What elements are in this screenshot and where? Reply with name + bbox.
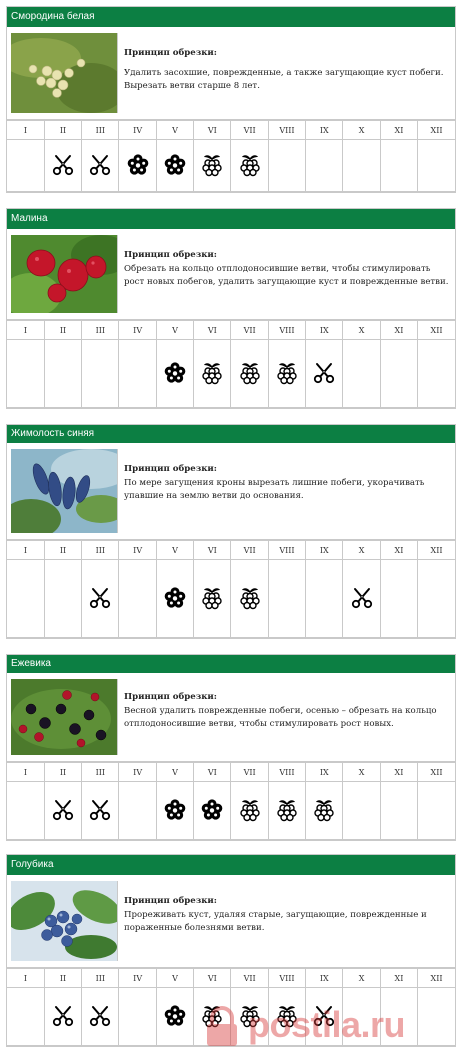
raspberry-icon (199, 585, 225, 611)
raspberry-icon (311, 797, 337, 823)
month-cell (119, 988, 156, 1046)
month-cell (343, 140, 380, 192)
month-cell (44, 340, 81, 408)
month-label: II (44, 969, 81, 988)
month-cell (380, 140, 417, 192)
month-cell (380, 560, 417, 638)
month-label: XI (380, 121, 417, 140)
month-cell (194, 560, 231, 638)
pruning-scissors-icon (87, 797, 113, 823)
month-label: VII (231, 121, 268, 140)
flower-icon (162, 1003, 188, 1029)
plant-name: Жимолость синяя (11, 428, 95, 439)
month-cell (343, 782, 380, 840)
plant-photo (11, 679, 118, 755)
month-label: III (82, 321, 119, 340)
plant-name: Ежевика (11, 658, 51, 669)
month-cell (7, 560, 44, 638)
month-label: VII (231, 763, 268, 782)
plant-card (6, 208, 456, 409)
plant-title-bar (7, 655, 455, 673)
plant-photo (11, 881, 118, 961)
plant-info-row (7, 229, 455, 320)
flower-icon (162, 360, 188, 386)
month-label: XI (380, 969, 417, 988)
month-label: VIII (268, 969, 305, 988)
month-cell (82, 988, 119, 1046)
month-label: I (7, 121, 44, 140)
pruning-scissors-icon (50, 1003, 76, 1029)
flower-icon (162, 585, 188, 611)
month-label: XII (418, 763, 455, 782)
month-cell (82, 782, 119, 840)
month-label: XII (418, 969, 455, 988)
month-label: III (82, 969, 119, 988)
principle-block (124, 691, 449, 731)
month-cell (156, 140, 193, 192)
month-label: IX (306, 121, 343, 140)
month-label: III (82, 763, 119, 782)
month-grid (7, 762, 455, 840)
month-cell (231, 140, 268, 192)
raspberry-icon (237, 797, 263, 823)
month-label: VIII (268, 541, 305, 560)
month-cell (418, 140, 455, 192)
raspberry-icon (199, 360, 225, 386)
month-label: VI (194, 969, 231, 988)
principle-title: Принцип обрезки: (124, 48, 217, 58)
watermark-logo-icon (204, 1006, 240, 1048)
month-label: VIII (268, 321, 305, 340)
month-label: II (44, 321, 81, 340)
principle-text: Прореживать куст, удаляя старые, загущающие, поврежденные и пораженные болезнями ветви. (124, 910, 427, 933)
flower-icon (162, 152, 188, 178)
month-cell (156, 560, 193, 638)
raspberry-icon (237, 152, 263, 178)
plant-title-bar (7, 425, 455, 443)
month-cell (82, 340, 119, 408)
pruning-scissors-icon (50, 797, 76, 823)
month-cell (343, 340, 380, 408)
month-label: V (156, 121, 193, 140)
flower-icon (125, 152, 151, 178)
month-cell (82, 560, 119, 638)
month-cell (306, 560, 343, 638)
month-label: I (7, 541, 44, 560)
month-label: X (343, 763, 380, 782)
month-cell (194, 340, 231, 408)
month-label: X (343, 121, 380, 140)
month-cell (380, 782, 417, 840)
month-label: XII (418, 321, 455, 340)
month-cell (82, 140, 119, 192)
plant-title-bar (7, 209, 455, 229)
month-label: XII (418, 541, 455, 560)
plant-name: Голубика (11, 859, 54, 870)
month-label: V (156, 321, 193, 340)
month-label: X (343, 321, 380, 340)
month-label: II (44, 541, 81, 560)
month-cell (156, 782, 193, 840)
month-cell (231, 340, 268, 408)
month-label: IV (119, 121, 156, 140)
month-label: V (156, 969, 193, 988)
month-cell (156, 340, 193, 408)
month-cell (44, 560, 81, 638)
principle-block (124, 47, 449, 93)
month-label: VII (231, 541, 268, 560)
plant-info-row (7, 875, 455, 968)
plant-name: Малина (11, 213, 48, 224)
month-cell (306, 140, 343, 192)
plant-info-row (7, 673, 455, 762)
month-label: IV (119, 969, 156, 988)
month-cell (119, 560, 156, 638)
flower-icon (162, 797, 188, 823)
principle-text: Весной удалить поврежденные побеги, осенью – обрезать на кольцо отплодоносившие ветви, чтобы стимулировать рост новых. (124, 706, 437, 729)
month-grid (7, 120, 455, 192)
month-cell (44, 782, 81, 840)
month-label: IX (306, 969, 343, 988)
month-cell (44, 140, 81, 192)
month-cell (194, 782, 231, 840)
month-cell (156, 988, 193, 1046)
plant-info-row (7, 27, 455, 120)
month-label: IV (119, 541, 156, 560)
raspberry-icon (274, 797, 300, 823)
month-cell (418, 782, 455, 840)
month-label: XI (380, 763, 417, 782)
raspberry-icon (199, 152, 225, 178)
month-label: X (343, 541, 380, 560)
month-label: VI (194, 321, 231, 340)
principle-text: Обрезать на кольцо отплодоносившие ветви, чтобы стимулировать рост новых побегов, удалить загущающие куст и поврежденные ветви. (124, 264, 449, 287)
month-label: IV (119, 321, 156, 340)
month-cell (231, 560, 268, 638)
month-label: VI (194, 121, 231, 140)
month-cell (119, 140, 156, 192)
month-label: III (82, 541, 119, 560)
principle-title: Принцип обрезки: (124, 464, 217, 474)
month-cell (7, 782, 44, 840)
month-label: V (156, 541, 193, 560)
month-cell (268, 140, 305, 192)
pruning-scissors-icon (87, 1003, 113, 1029)
month-label: IX (306, 541, 343, 560)
pruning-scissors-icon (50, 152, 76, 178)
principle-block (124, 249, 449, 289)
month-cell (44, 988, 81, 1046)
month-label: V (156, 763, 193, 782)
month-cell (119, 782, 156, 840)
month-label: XII (418, 121, 455, 140)
month-label: II (44, 121, 81, 140)
plant-title-bar (7, 7, 455, 27)
month-grid (7, 320, 455, 408)
pruning-scissors-icon (87, 585, 113, 611)
month-label: I (7, 763, 44, 782)
month-cell (306, 782, 343, 840)
plant-photo (11, 235, 118, 313)
month-cell (268, 782, 305, 840)
month-label: IX (306, 321, 343, 340)
month-label: VII (231, 321, 268, 340)
plant-name: Смородина белая (11, 11, 95, 22)
month-label: VI (194, 541, 231, 560)
plant-card (6, 6, 456, 193)
pruning-scissors-icon (87, 152, 113, 178)
month-cell (7, 140, 44, 192)
principle-title: Принцип обрезки: (124, 692, 217, 702)
month-cell (380, 340, 417, 408)
month-label: VIII (268, 763, 305, 782)
month-label: II (44, 763, 81, 782)
principle-block (124, 895, 449, 935)
watermark: postila.ru (248, 1004, 406, 1045)
month-cell (119, 340, 156, 408)
month-cell (194, 140, 231, 192)
month-label: VI (194, 763, 231, 782)
month-cell (268, 340, 305, 408)
month-grid (7, 540, 455, 638)
month-label: XI (380, 541, 417, 560)
month-cell (306, 340, 343, 408)
plant-photo (11, 33, 118, 113)
principle-text: По мере загущения кроны вырезать лишние побеги, укорачивать упавшие на землю ветви до основания. (124, 478, 425, 501)
month-cell (418, 340, 455, 408)
raspberry-icon (237, 585, 263, 611)
month-label: III (82, 121, 119, 140)
month-cell (418, 560, 455, 638)
month-cell (231, 782, 268, 840)
principle-title: Принцип обрезки: (124, 896, 217, 906)
principle-block (124, 463, 449, 503)
pruning-scissors-icon (349, 585, 375, 611)
month-label: VII (231, 969, 268, 988)
month-label: XI (380, 321, 417, 340)
month-label: I (7, 321, 44, 340)
raspberry-icon (274, 360, 300, 386)
pruning-scissors-icon (311, 360, 337, 386)
plant-photo (11, 449, 118, 533)
month-cell (268, 560, 305, 638)
month-cell (7, 988, 44, 1046)
flower-icon (199, 797, 225, 823)
principle-title: Принцип обрезки: (124, 250, 217, 260)
plant-card (6, 654, 456, 841)
month-label: VIII (268, 121, 305, 140)
month-label: IV (119, 763, 156, 782)
plant-info-row (7, 443, 455, 540)
month-cell (7, 340, 44, 408)
month-label: I (7, 969, 44, 988)
month-cell (418, 988, 455, 1046)
plant-card (6, 424, 456, 639)
plant-title-bar (7, 855, 455, 875)
raspberry-icon (237, 360, 263, 386)
month-label: X (343, 969, 380, 988)
month-label: IX (306, 763, 343, 782)
month-cell (343, 560, 380, 638)
principle-text: Удалить засохшие, поврежденные, а также загущающие куст побеги. Вырезать ветви старше 8 лет. (124, 68, 444, 91)
